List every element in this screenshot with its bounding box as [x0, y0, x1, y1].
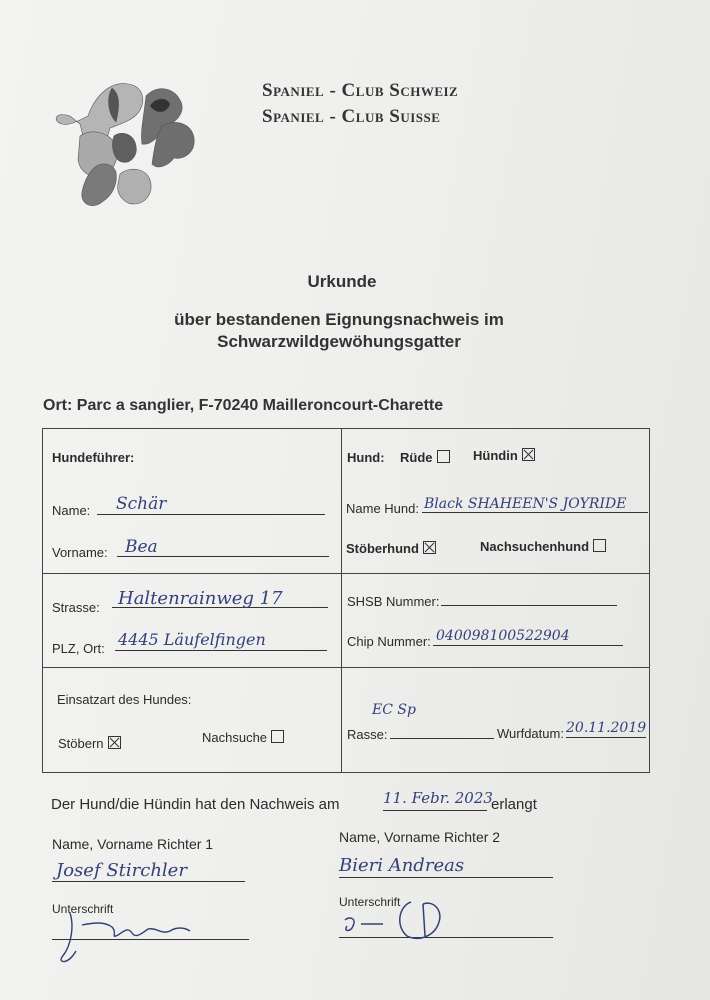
nachsuchenhund-checkbox[interactable] [593, 539, 606, 552]
huendin-checkbox[interactable] [522, 448, 535, 461]
nachsuchenhund-option[interactable] [480, 539, 606, 554]
name-label: Name: [52, 503, 91, 518]
chip-value: 040098100522904 [436, 628, 570, 644]
stoebern-checkbox[interactable] [108, 736, 121, 749]
judge1-name-field[interactable] [52, 881, 245, 882]
statement-suffix: erlangt [491, 796, 537, 813]
stoeberhund-checkbox[interactable] [423, 541, 436, 554]
wurfdatum-field[interactable] [566, 737, 646, 738]
plz-value: 4445 Läufelfingen [118, 630, 266, 649]
huendin-label: Hündin [473, 448, 518, 463]
nachsuche-label: Nachsuche [202, 730, 268, 745]
stoebern-option[interactable] [58, 736, 121, 751]
strasse-label: Strasse: [52, 600, 100, 615]
stoeberhund-option[interactable] [346, 541, 436, 556]
shsb-field[interactable] [441, 605, 617, 606]
strasse-value: Haltenrainweg 17 [118, 588, 283, 609]
judge1-label: Name, Vorname Richter 1 [52, 836, 214, 852]
statement-prefix: Der Hund/die Hündin hat den Nachweis am [51, 796, 340, 813]
rasse-field[interactable] [390, 738, 494, 739]
location: Ort: Parc a sanglier, F-70240 Mailleroncourt-Charette [43, 397, 444, 414]
judge2-signature-icon [339, 896, 469, 942]
stoeberhund-label: Stöberhund [346, 541, 419, 556]
nachsuchenhund-label: Nachsuchenhund [480, 539, 590, 554]
rasse-label: Rasse: [347, 727, 388, 742]
chip-label: Chip Nummer: [347, 634, 431, 649]
name-value: Schär [116, 494, 167, 514]
club-name-de: Spaniel - Club Schweiz [262, 80, 459, 101]
certificate-subtitle-1: über bestandenen Eignungsnachweis im [174, 310, 504, 329]
statement-date-field[interactable] [383, 810, 487, 811]
signature-label-2: Unterschrift [339, 895, 401, 909]
name-hund-value: Black SHAHEEN'S JOYRIDE [424, 496, 627, 512]
einsatz-label: Einsatzart des Hundes: [57, 692, 192, 707]
name-hund-field[interactable] [422, 512, 648, 513]
handler-heading: Hundeführer: [52, 450, 135, 465]
stoebern-label: Stöbern [58, 736, 104, 751]
signature-label-1: Unterschrift [52, 902, 114, 916]
row-divider [43, 667, 649, 668]
name-hund-label: Name Hund: [346, 501, 419, 516]
vorname-value: Bea [125, 537, 158, 557]
club-name-fr: Spaniel - Club Suisse [262, 106, 441, 127]
judge1-signature-icon [52, 905, 202, 967]
name-field[interactable] [97, 514, 325, 515]
judge1-name: Josef Stirchler [56, 860, 187, 881]
spaniel-dogs-logo-icon [50, 76, 200, 221]
rasse-value: EC Sp [372, 702, 416, 718]
ruede-checkbox[interactable] [437, 450, 450, 463]
judge2-label: Name, Vorname Richter 2 [339, 829, 501, 845]
ruede-option[interactable] [400, 450, 450, 465]
vorname-label: Vorname: [52, 545, 108, 560]
ruede-label: Rüde [400, 450, 433, 465]
wurfdatum-value: 20.11.2019 [566, 720, 647, 736]
nachsuche-checkbox[interactable] [271, 730, 284, 743]
judge2-name: Bieri Andreas [339, 855, 465, 876]
huendin-option[interactable] [473, 448, 535, 463]
statement-date: 11. Febr. 2023 [383, 789, 493, 807]
hund-label: Hund: [347, 450, 385, 465]
nachsuche-option[interactable] [202, 730, 284, 745]
plz-label: PLZ, Ort: [52, 641, 105, 656]
plz-field[interactable] [115, 650, 327, 651]
shsb-label: SHSB Nummer: [347, 594, 440, 609]
certificate-subtitle-2: Schwarzwildgewöhungsgatter [217, 332, 461, 351]
column-divider [341, 429, 342, 772]
certificate-title: Urkunde [307, 272, 377, 291]
wurfdatum-label: Wurfdatum: [497, 726, 564, 741]
judge2-name-field[interactable] [339, 877, 553, 878]
row-divider [43, 573, 649, 574]
chip-field[interactable] [433, 645, 623, 646]
